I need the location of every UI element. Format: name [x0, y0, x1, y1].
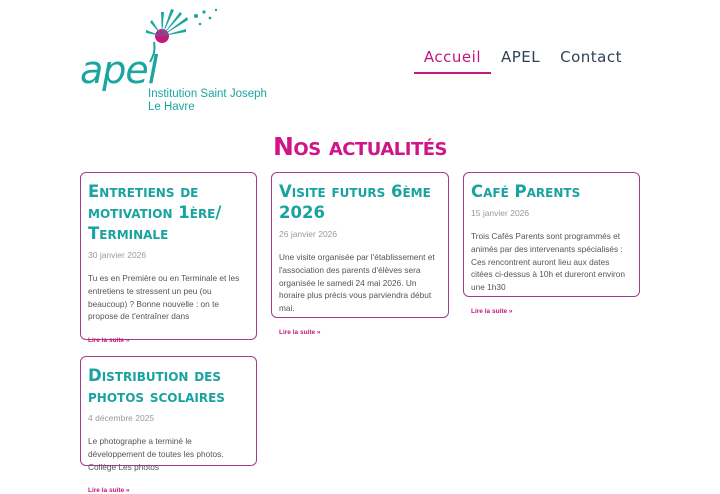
article-card — [271, 172, 449, 336]
article-title[interactable]: Entretiens de motivation 1ère/ Terminale — [88, 182, 222, 243]
article-title[interactable]: Café Parents — [471, 182, 581, 201]
article-title[interactable]: Distribution des photos scolaires — [88, 366, 225, 406]
article-date: 15 janvier 2026 — [471, 208, 530, 218]
nav-item-accueil[interactable]: Accueil — [414, 48, 491, 74]
article-title[interactable]: Visite futurs 6ème 2026 — [279, 182, 431, 222]
institution-line-2: Le Havre — [148, 101, 195, 113]
article-date: 30 janvier 2026 — [88, 250, 147, 260]
nav-item-contact[interactable]: Contact — [560, 48, 622, 66]
article-excerpt: Tu es en Première ou en Terminale et les entretiens te stressent un peu (ou beaucoup) ? Bonne nouvelle : on te propose de t'entraîner dans — [88, 273, 240, 322]
read-more-link[interactable]: Lire la suite » — [88, 487, 130, 494]
article-date: 26 janvier 2026 — [279, 229, 338, 239]
article-excerpt: Une visite organisée par l'établissement et l'association des parents d'élèves sera organisée le samedi 24 mai 2026. Un horaire plus précis vous parviendra début mai. — [279, 252, 435, 314]
article-date: 4 décembre 2025 — [88, 413, 155, 423]
article-excerpt: Le photographe a terminé le développement de toutes les photos. Collège Les photos — [88, 436, 224, 472]
read-more-link[interactable]: Lire la suite » — [279, 328, 321, 336]
article-excerpt: Trois Cafés Parents sont programmés et animés par des intervenants spécialisés : Ces rencontrent auront lieu aux dates citées ci-dessus à 10h et dureront environ une 1h30 — [471, 231, 626, 293]
main-nav — [414, 48, 632, 74]
nav-item-apel[interactable]: APEL — [500, 48, 541, 66]
read-more-link[interactable]: Lire la suite » — [471, 307, 513, 315]
institution-line-1: Institution Saint Joseph — [148, 88, 267, 100]
article-card — [80, 356, 257, 494]
article-card — [80, 172, 257, 345]
institution-name — [148, 88, 267, 114]
section-title: Nos actualités — [272, 132, 447, 161]
brand-wordmark: apel — [80, 48, 158, 92]
article-card — [463, 172, 640, 315]
read-more-link[interactable]: Lire la suite » — [88, 337, 130, 345]
site-logo[interactable] — [78, 4, 278, 114]
